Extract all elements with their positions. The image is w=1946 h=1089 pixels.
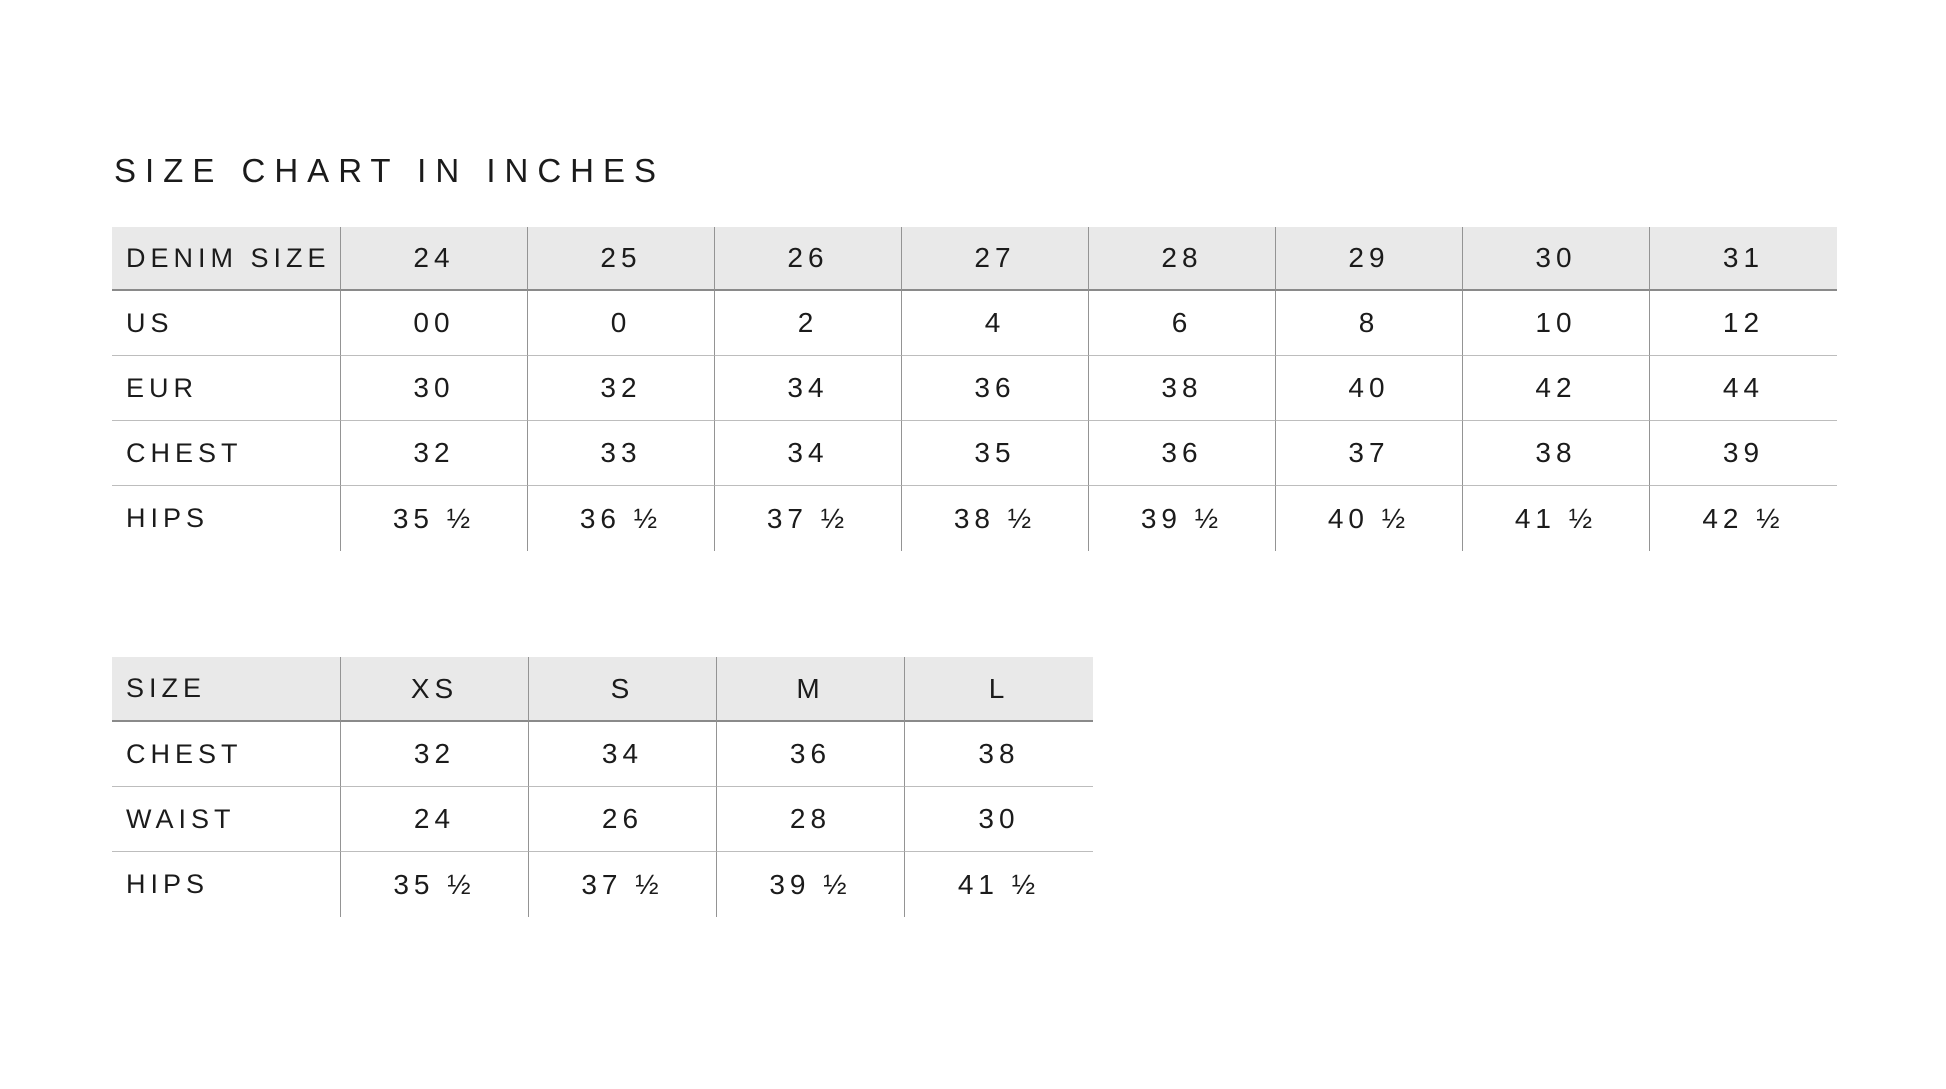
size-value-cell: 38 ½ bbox=[902, 486, 1089, 551]
size-value-cell: 37 ½ bbox=[529, 852, 717, 917]
row-label: HIPS bbox=[112, 486, 341, 551]
size-value-cell: 2 bbox=[715, 291, 902, 356]
row-label: CHEST bbox=[112, 421, 341, 486]
column-header: 27 bbox=[902, 227, 1089, 291]
column-header: 30 bbox=[1463, 227, 1650, 291]
size-value-cell: 0 bbox=[528, 291, 715, 356]
row-label: US bbox=[112, 291, 341, 356]
size-table-denim bbox=[112, 227, 1837, 551]
size-value-cell: 12 bbox=[1650, 291, 1837, 356]
size-value-cell: 39 bbox=[1650, 421, 1837, 486]
column-header: L bbox=[905, 657, 1093, 722]
size-value-cell: 32 bbox=[528, 356, 715, 421]
row-label: EUR bbox=[112, 356, 341, 421]
table-header-label: DENIM SIZE bbox=[112, 227, 341, 291]
table-header-label: SIZE bbox=[112, 657, 341, 722]
row-label: HIPS bbox=[112, 852, 341, 917]
size-value-cell: 37 bbox=[1276, 421, 1463, 486]
size-table-letter bbox=[112, 657, 1093, 917]
column-header: 25 bbox=[528, 227, 715, 291]
size-value-cell: 44 bbox=[1650, 356, 1837, 421]
size-value-cell: 28 bbox=[717, 787, 905, 852]
row-label: CHEST bbox=[112, 722, 341, 787]
column-header: XS bbox=[341, 657, 529, 722]
size-value-cell: 39 ½ bbox=[1089, 486, 1276, 551]
size-value-cell: 10 bbox=[1463, 291, 1650, 356]
size-value-cell: 30 bbox=[905, 787, 1093, 852]
size-value-cell: 38 bbox=[1463, 421, 1650, 486]
size-value-cell: 35 bbox=[902, 421, 1089, 486]
size-value-cell: 32 bbox=[341, 421, 528, 486]
size-value-cell: 33 bbox=[528, 421, 715, 486]
page-title: SIZE CHART IN INCHES bbox=[114, 152, 666, 189]
column-header: 24 bbox=[341, 227, 528, 291]
column-header: 29 bbox=[1276, 227, 1463, 291]
size-value-cell: 36 bbox=[717, 722, 905, 787]
size-value-cell: 41 ½ bbox=[1463, 486, 1650, 551]
size-value-cell: 40 ½ bbox=[1276, 486, 1463, 551]
size-value-cell: 40 bbox=[1276, 356, 1463, 421]
size-value-cell: 8 bbox=[1276, 291, 1463, 356]
size-value-cell: 38 bbox=[905, 722, 1093, 787]
size-value-cell: 42 ½ bbox=[1702, 502, 1785, 534]
size-value-cell: 42 bbox=[1463, 356, 1650, 421]
column-header: 31 bbox=[1650, 227, 1837, 291]
size-value-cell: 26 bbox=[529, 787, 717, 852]
size-value-cell: 37 ½ bbox=[715, 486, 902, 551]
size-value-cell: 34 bbox=[529, 722, 717, 787]
size-value-cell: 32 bbox=[341, 722, 529, 787]
size-value-cell: 4 bbox=[902, 291, 1089, 356]
size-value-cell: 36 bbox=[902, 356, 1089, 421]
size-value-cell: 35 ½ bbox=[341, 486, 528, 551]
column-header: M bbox=[717, 657, 905, 722]
size-value-cell: 36 ½ bbox=[528, 486, 715, 551]
size-value-cell: 39 ½ bbox=[717, 852, 905, 917]
size-value-cell: 34 bbox=[715, 356, 902, 421]
size-value-cell: 6 bbox=[1089, 291, 1276, 356]
column-header: S bbox=[529, 657, 717, 722]
size-value-cell: 24 bbox=[341, 787, 529, 852]
column-header: 28 bbox=[1089, 227, 1276, 291]
size-value-cell: 34 bbox=[715, 421, 902, 486]
size-value-cell: 41 ½ bbox=[957, 868, 1041, 900]
size-value-cell: 35 ½ bbox=[341, 852, 529, 917]
size-value-cell: 38 bbox=[1089, 356, 1276, 421]
size-value-cell: 30 bbox=[341, 356, 528, 421]
size-value-cell: 36 bbox=[1089, 421, 1276, 486]
column-header: 26 bbox=[715, 227, 902, 291]
row-label: WAIST bbox=[112, 787, 341, 852]
size-value-cell: 00 bbox=[341, 291, 528, 356]
